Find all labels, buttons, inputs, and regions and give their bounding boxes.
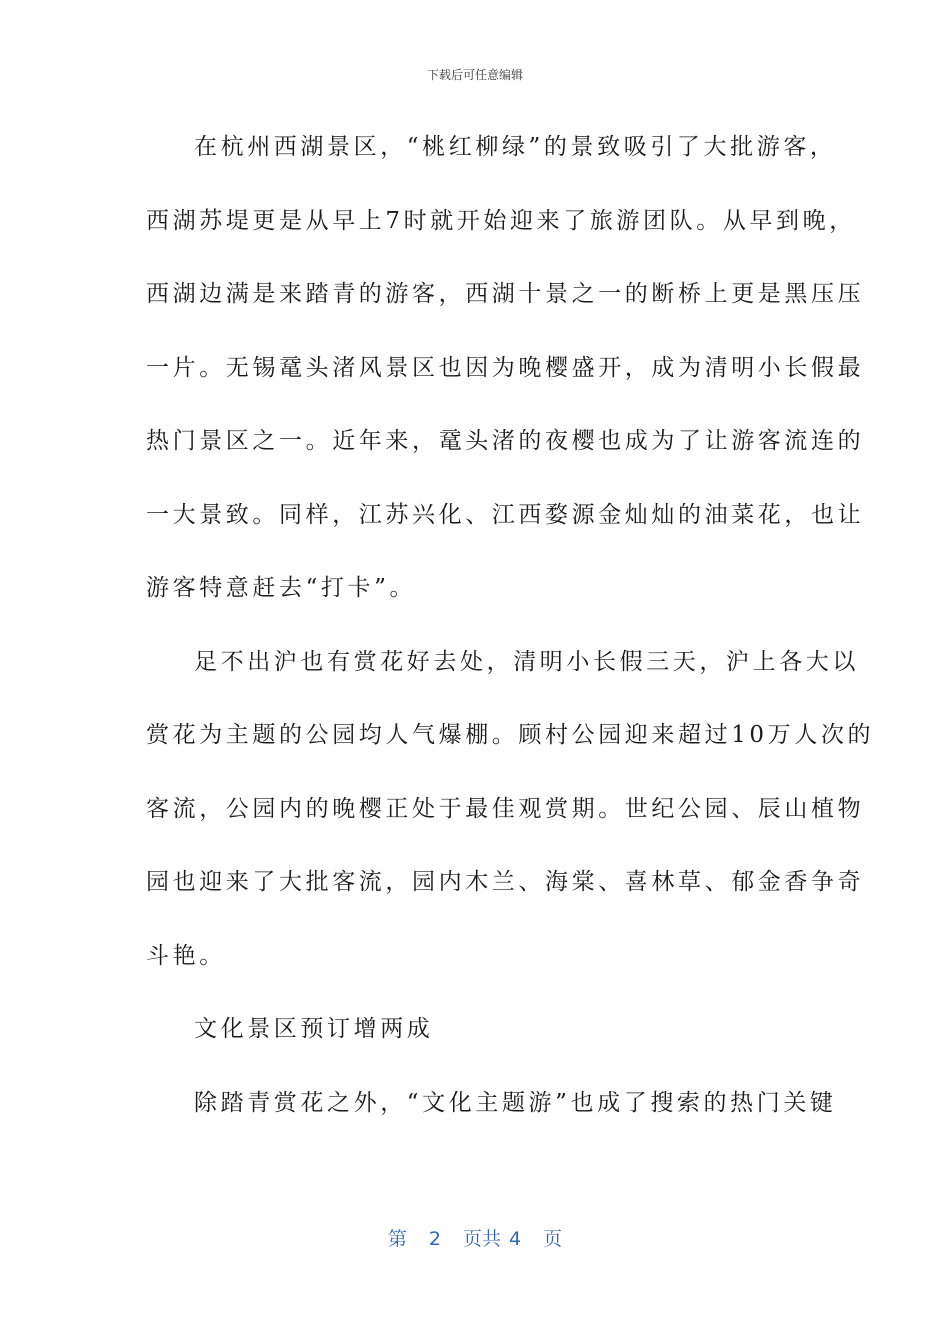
paragraph-1-line-6: 一大景致。同样，江苏兴化、江西婺源金灿灿的油菜花，也让 xyxy=(146,501,865,528)
paragraph-2-line-4: 园也迎来了大批客流，园内木兰、海棠、喜林草、郁金香争奇 xyxy=(146,869,865,895)
paragraph-1-line-7: 游客特意赶去“打卡”。 xyxy=(146,575,417,601)
paragraph-2-line-1: 足不出沪也有赏花好去处，清明小长假三天，沪上各大以 xyxy=(194,648,859,675)
paragraph-1-line-3: 西湖边满是来踏青的游客，西湖十景之一的断桥上更是黑压压 xyxy=(146,281,865,307)
paragraph-2-line-3: 客流，公园内的晚樱正处于最佳观赏期。世纪公园、辰山植物 xyxy=(146,795,865,822)
paragraph-1-line-2: 西湖苏堤更是从早上7时就开始迎来了旅游团队。从早到晚， xyxy=(146,207,856,234)
paragraph-2-line-2: 赏花为主题的公园均人气爆棚。顾村公园迎来超过10万人次的 xyxy=(146,722,875,748)
current-page-number: 2 xyxy=(428,1228,441,1250)
paragraph-1-line-4: 一片。无锡鼋头渚风景区也因为晚樱盛开，成为清明小长假最 xyxy=(146,354,865,381)
page-suffix: 页 xyxy=(543,1228,563,1250)
paragraph-2-line-5: 斗艳。 xyxy=(146,942,226,969)
page-mid: 页共 xyxy=(462,1228,501,1250)
document-body xyxy=(146,125,875,1154)
page-number-footer xyxy=(0,1226,950,1252)
paragraph-3-line-1: 除踏青赏花之外，“文化主题游”也成了搜索的热门关键 xyxy=(194,1089,837,1116)
page-prefix: 第 xyxy=(387,1228,407,1250)
paragraph-1-line-5: 热门景区之一。近年来，鼋头渚的夜樱也成为了让游客流连的 xyxy=(146,428,865,454)
paragraph-1-line-1: 在杭州西湖景区，“桃红柳绿”的景致吸引了大批游客， xyxy=(194,134,837,160)
section-heading: 文化景区预订增两成 xyxy=(194,1016,434,1042)
page-header: 下载后可任意编辑 xyxy=(426,68,523,82)
total-pages-number: 4 xyxy=(509,1228,522,1250)
